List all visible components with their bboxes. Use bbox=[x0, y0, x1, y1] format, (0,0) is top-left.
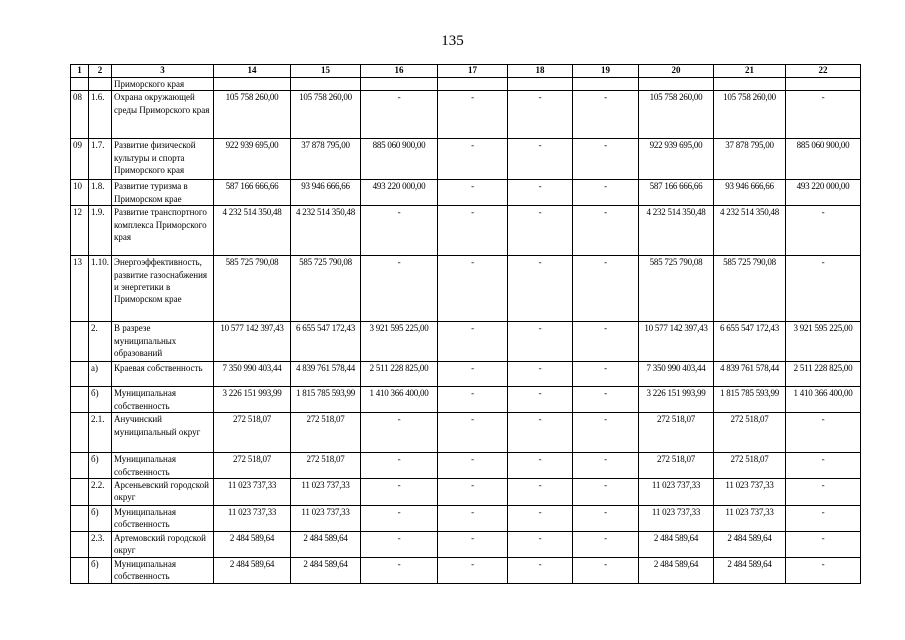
item-number-cell: б) bbox=[89, 506, 112, 532]
amount-cell-20: 272 518,07 bbox=[639, 413, 714, 453]
row-index-cell bbox=[71, 453, 89, 479]
amount-cell-20: 4 232 514 350,48 bbox=[639, 206, 714, 256]
amount-cell-17: - bbox=[438, 387, 508, 413]
amount-cell-17: - bbox=[438, 413, 508, 453]
item-number-cell: а) bbox=[89, 362, 112, 387]
amount-cell-22: 885 060 900,00 bbox=[786, 139, 861, 180]
table-row bbox=[71, 557, 861, 583]
amount-cell-19 bbox=[573, 78, 639, 91]
amount-cell-19: - bbox=[573, 557, 639, 583]
amount-cell-19: - bbox=[573, 479, 639, 506]
item-name-cell: В разрезе муниципальных образований bbox=[112, 322, 214, 362]
column-header: 16 bbox=[361, 65, 438, 78]
amount-cell-19: - bbox=[573, 139, 639, 180]
item-number-cell: 1.10. bbox=[89, 256, 112, 322]
table-body bbox=[71, 78, 861, 584]
amount-cell-18 bbox=[508, 78, 573, 91]
amount-cell-22: 1 410 366 400,00 bbox=[786, 387, 861, 413]
amount-cell-21: 2 484 589,64 bbox=[714, 557, 786, 583]
amount-cell-17: - bbox=[438, 256, 508, 322]
amount-cell-17: - bbox=[438, 91, 508, 139]
amount-cell-20: 587 166 666,66 bbox=[639, 180, 714, 206]
amount-cell-18: - bbox=[508, 479, 573, 506]
row-index-cell bbox=[71, 531, 89, 557]
item-number-cell: б) bbox=[89, 557, 112, 583]
item-name-cell: Охрана окружающей среды Приморского края bbox=[112, 91, 214, 139]
amount-cell-19: - bbox=[573, 256, 639, 322]
amount-cell-15: 93 946 666,66 bbox=[291, 180, 361, 206]
amount-cell-18: - bbox=[508, 531, 573, 557]
amount-cell-16: - bbox=[361, 256, 438, 322]
table-row bbox=[71, 206, 861, 256]
table-row bbox=[71, 256, 861, 322]
table-row bbox=[71, 362, 861, 387]
amount-cell-18: - bbox=[508, 180, 573, 206]
item-name-cell: Муниципальная собственность bbox=[112, 453, 214, 479]
amount-cell-17: - bbox=[438, 206, 508, 256]
amount-cell-17: - bbox=[438, 139, 508, 180]
amount-cell-15: 4 839 761 578,44 bbox=[291, 362, 361, 387]
amount-cell-16: 1 410 366 400,00 bbox=[361, 387, 438, 413]
amount-cell-17: - bbox=[438, 479, 508, 506]
item-number-cell: 2.1. bbox=[89, 413, 112, 453]
amount-cell-18: - bbox=[508, 91, 573, 139]
amount-cell-20: 272 518,07 bbox=[639, 453, 714, 479]
amount-cell-16: - bbox=[361, 91, 438, 139]
amount-cell-19: - bbox=[573, 413, 639, 453]
amount-cell-22: - bbox=[786, 479, 861, 506]
amount-cell-14: 105 758 260,00 bbox=[214, 91, 291, 139]
amount-cell-16: - bbox=[361, 453, 438, 479]
row-index-cell: 09 bbox=[71, 139, 89, 180]
amount-cell-21 bbox=[714, 78, 786, 91]
amount-cell-15: 6 655 547 172,43 bbox=[291, 322, 361, 362]
amount-cell-16: - bbox=[361, 413, 438, 453]
row-index-cell bbox=[71, 322, 89, 362]
amount-cell-16: - bbox=[361, 506, 438, 532]
amount-cell-14: 11 023 737,33 bbox=[214, 479, 291, 506]
amount-cell-22: - bbox=[786, 557, 861, 583]
amount-cell-16: - bbox=[361, 531, 438, 557]
table-row bbox=[71, 506, 861, 532]
amount-cell-21: 272 518,07 bbox=[714, 413, 786, 453]
amount-cell-14: 585 725 790,08 bbox=[214, 256, 291, 322]
amount-cell-15: 11 023 737,33 bbox=[291, 479, 361, 506]
item-name-cell: Развитие физической культуры и спорта Приморского края bbox=[112, 139, 214, 180]
column-header: 19 bbox=[573, 65, 639, 78]
amount-cell-22: 493 220 000,00 bbox=[786, 180, 861, 206]
column-header: 22 bbox=[786, 65, 861, 78]
row-index-cell bbox=[71, 362, 89, 387]
amount-cell-16: - bbox=[361, 479, 438, 506]
amount-cell-22: 3 921 595 225,00 bbox=[786, 322, 861, 362]
item-name-cell: Приморского края bbox=[112, 78, 214, 91]
column-header: 17 bbox=[438, 65, 508, 78]
amount-cell-15: 272 518,07 bbox=[291, 453, 361, 479]
amount-cell-19: - bbox=[573, 506, 639, 532]
amount-cell-17: - bbox=[438, 362, 508, 387]
item-number-cell: 1.6. bbox=[89, 91, 112, 139]
amount-cell-16: 3 921 595 225,00 bbox=[361, 322, 438, 362]
amount-cell-18: - bbox=[508, 453, 573, 479]
amount-cell-14: 272 518,07 bbox=[214, 413, 291, 453]
amount-cell-19: - bbox=[573, 322, 639, 362]
amount-cell-14 bbox=[214, 78, 291, 91]
amount-cell-20: 2 484 589,64 bbox=[639, 531, 714, 557]
amount-cell-17: - bbox=[438, 557, 508, 583]
amount-cell-17: - bbox=[438, 531, 508, 557]
amount-cell-19: - bbox=[573, 91, 639, 139]
amount-cell-19: - bbox=[573, 362, 639, 387]
amount-cell-17 bbox=[438, 78, 508, 91]
amount-cell-15: 37 878 795,00 bbox=[291, 139, 361, 180]
column-header: 15 bbox=[291, 65, 361, 78]
row-index-cell: 12 bbox=[71, 206, 89, 256]
table-row bbox=[71, 91, 861, 139]
item-name-cell: Развитие транспортного комплекса Приморского края bbox=[112, 206, 214, 256]
column-header: 1 bbox=[71, 65, 89, 78]
amount-cell-22 bbox=[786, 78, 861, 91]
table-row bbox=[71, 139, 861, 180]
table-row bbox=[71, 479, 861, 506]
amount-cell-21: 105 758 260,00 bbox=[714, 91, 786, 139]
row-index-cell bbox=[71, 413, 89, 453]
amount-cell-19: - bbox=[573, 453, 639, 479]
amount-cell-21: 11 023 737,33 bbox=[714, 479, 786, 506]
table-row bbox=[71, 387, 861, 413]
item-number-cell: 1.9. bbox=[89, 206, 112, 256]
amount-cell-21: 4 839 761 578,44 bbox=[714, 362, 786, 387]
amount-cell-16: 2 511 228 825,00 bbox=[361, 362, 438, 387]
item-number-cell: 2.2. bbox=[89, 479, 112, 506]
amount-cell-18: - bbox=[508, 206, 573, 256]
amount-cell-14: 922 939 695,00 bbox=[214, 139, 291, 180]
amount-cell-21: 37 878 795,00 bbox=[714, 139, 786, 180]
amount-cell-17: - bbox=[438, 322, 508, 362]
amount-cell-21: 272 518,07 bbox=[714, 453, 786, 479]
amount-cell-14: 587 166 666,66 bbox=[214, 180, 291, 206]
amount-cell-15: 105 758 260,00 bbox=[291, 91, 361, 139]
item-name-cell: Краевая собственность bbox=[112, 362, 214, 387]
amount-cell-19: - bbox=[573, 387, 639, 413]
amount-cell-17: - bbox=[438, 453, 508, 479]
item-number-cell bbox=[89, 78, 112, 91]
item-number-cell: б) bbox=[89, 387, 112, 413]
column-header: 3 bbox=[112, 65, 214, 78]
page-number: 135 bbox=[441, 33, 464, 49]
amount-cell-21: 4 232 514 350,48 bbox=[714, 206, 786, 256]
amount-cell-14: 10 577 142 397,43 bbox=[214, 322, 291, 362]
amount-cell-16 bbox=[361, 78, 438, 91]
table-row bbox=[71, 322, 861, 362]
amount-cell-22: - bbox=[786, 256, 861, 322]
amount-cell-20: 7 350 990 403,44 bbox=[639, 362, 714, 387]
table-row bbox=[71, 413, 861, 453]
column-header: 2 bbox=[89, 65, 112, 78]
item-name-cell: Муниципальная собственность bbox=[112, 387, 214, 413]
column-header: 21 bbox=[714, 65, 786, 78]
item-name-cell: Арсеньевский городской округ bbox=[112, 479, 214, 506]
amount-cell-22: - bbox=[786, 91, 861, 139]
amount-cell-21: 93 946 666,66 bbox=[714, 180, 786, 206]
amount-cell-16: 885 060 900,00 bbox=[361, 139, 438, 180]
amount-cell-20: 10 577 142 397,43 bbox=[639, 322, 714, 362]
item-name-cell: Развитие туризма в Приморском крае bbox=[112, 180, 214, 206]
amount-cell-17: - bbox=[438, 506, 508, 532]
amount-cell-20 bbox=[639, 78, 714, 91]
amount-cell-21: 11 023 737,33 bbox=[714, 506, 786, 532]
amount-cell-18: - bbox=[508, 139, 573, 180]
amount-cell-15: 2 484 589,64 bbox=[291, 531, 361, 557]
table-row bbox=[71, 453, 861, 479]
amount-cell-21: 6 655 547 172,43 bbox=[714, 322, 786, 362]
column-header: 18 bbox=[508, 65, 573, 78]
amount-cell-15: 4 232 514 350,48 bbox=[291, 206, 361, 256]
amount-cell-18: - bbox=[508, 322, 573, 362]
amount-cell-16: 493 220 000,00 bbox=[361, 180, 438, 206]
amount-cell-14: 2 484 589,64 bbox=[214, 557, 291, 583]
amount-cell-22: - bbox=[786, 413, 861, 453]
item-number-cell: 1.8. bbox=[89, 180, 112, 206]
row-index-cell bbox=[71, 557, 89, 583]
amount-cell-14: 3 226 151 993,99 bbox=[214, 387, 291, 413]
amount-cell-20: 2 484 589,64 bbox=[639, 557, 714, 583]
item-name-cell: Муниципальная собственность bbox=[112, 506, 214, 532]
amount-cell-15: 585 725 790,08 bbox=[291, 256, 361, 322]
amount-cell-21: 1 815 785 593,99 bbox=[714, 387, 786, 413]
amount-cell-19: - bbox=[573, 180, 639, 206]
amount-cell-20: 11 023 737,33 bbox=[639, 506, 714, 532]
row-index-cell: 13 bbox=[71, 256, 89, 322]
amount-cell-22: 2 511 228 825,00 bbox=[786, 362, 861, 387]
row-index-cell bbox=[71, 387, 89, 413]
amount-cell-21: 585 725 790,08 bbox=[714, 256, 786, 322]
amount-cell-19: - bbox=[573, 206, 639, 256]
amount-cell-21: 2 484 589,64 bbox=[714, 531, 786, 557]
table-row bbox=[71, 531, 861, 557]
amount-cell-20: 585 725 790,08 bbox=[639, 256, 714, 322]
amount-cell-14: 2 484 589,64 bbox=[214, 531, 291, 557]
amount-cell-14: 11 023 737,33 bbox=[214, 506, 291, 532]
amount-cell-22: - bbox=[786, 531, 861, 557]
amount-cell-19: - bbox=[573, 531, 639, 557]
amount-cell-16: - bbox=[361, 206, 438, 256]
amount-cell-14: 4 232 514 350,48 bbox=[214, 206, 291, 256]
amount-cell-15: 272 518,07 bbox=[291, 413, 361, 453]
item-name-cell: Энергоэффективность, развитие газоснабжения и энергетики в Приморском крае bbox=[112, 256, 214, 322]
row-index-cell bbox=[71, 506, 89, 532]
amount-cell-15: 1 815 785 593,99 bbox=[291, 387, 361, 413]
amount-cell-22: - bbox=[786, 506, 861, 532]
amount-cell-22: - bbox=[786, 206, 861, 256]
amount-cell-22: - bbox=[786, 453, 861, 479]
table-row bbox=[71, 78, 861, 91]
amount-cell-18: - bbox=[508, 387, 573, 413]
row-index-cell: 08 bbox=[71, 91, 89, 139]
table-row bbox=[71, 180, 861, 206]
amount-cell-20: 922 939 695,00 bbox=[639, 139, 714, 180]
amount-cell-18: - bbox=[508, 413, 573, 453]
amount-cell-20: 105 758 260,00 bbox=[639, 91, 714, 139]
item-number-cell: 2.3. bbox=[89, 531, 112, 557]
amount-cell-17: - bbox=[438, 180, 508, 206]
row-index-cell bbox=[71, 479, 89, 506]
amount-cell-18: - bbox=[508, 557, 573, 583]
budget-table bbox=[70, 64, 861, 584]
amount-cell-14: 7 350 990 403,44 bbox=[214, 362, 291, 387]
column-header: 14 bbox=[214, 65, 291, 78]
amount-cell-18: - bbox=[508, 506, 573, 532]
amount-cell-18: - bbox=[508, 362, 573, 387]
amount-cell-20: 3 226 151 993,99 bbox=[639, 387, 714, 413]
amount-cell-14: 272 518,07 bbox=[214, 453, 291, 479]
column-header: 20 bbox=[639, 65, 714, 78]
table-header-row bbox=[71, 65, 861, 78]
amount-cell-15: 11 023 737,33 bbox=[291, 506, 361, 532]
item-name-cell: Артемовский городской округ bbox=[112, 531, 214, 557]
amount-cell-18: - bbox=[508, 256, 573, 322]
row-index-cell bbox=[71, 78, 89, 91]
amount-cell-16: - bbox=[361, 557, 438, 583]
amount-cell-15: 2 484 589,64 bbox=[291, 557, 361, 583]
item-name-cell: Муниципальная собственность bbox=[112, 557, 214, 583]
item-number-cell: 1.7. bbox=[89, 139, 112, 180]
item-number-cell: 2. bbox=[89, 322, 112, 362]
item-number-cell: б) bbox=[89, 453, 112, 479]
row-index-cell: 10 bbox=[71, 180, 89, 206]
amount-cell-15 bbox=[291, 78, 361, 91]
amount-cell-20: 11 023 737,33 bbox=[639, 479, 714, 506]
item-name-cell: Анучинский муниципальный округ bbox=[112, 413, 214, 453]
